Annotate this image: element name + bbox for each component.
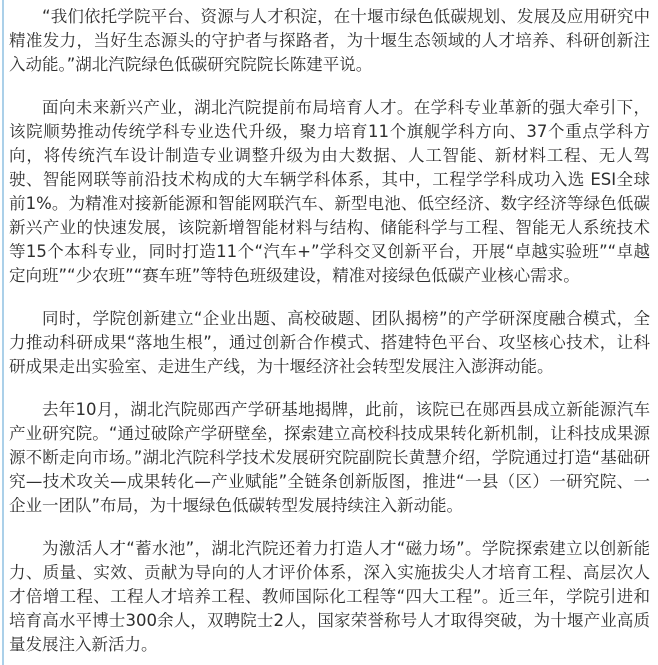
paragraph-dean-quote: “我们依托学院平台、资源与人才积淀，在十堰市绿色低碳规划、发展及应用研究中精准发力，当好生态源头的守护者与探路者，为十堰生态领域的人才培养、科研创新注入动能。”湖北汽院绿色低碳研究院院长陈建平说。 [9,7,650,74]
paragraph-discipline-upgrade: 面向未来新兴产业，湖北汽院提前布局培育人才。在学科专业革新的强大牵引下，该院顺势推动传统学科专业迭代升级，聚力培育11个旗舰学科方向、37个重点学科方向，将传统汽车设计制造专业调整升级为由大数据、人工智能、新材料工程、无人驾驶、智能网联等前沿技术构成的大车辆学科体系，其中，工程学学科成功入选 ESI全球前1%。为精准对接新能源和智能网联汽车、新型电池、低空经济、数字经济等绿色低碳新兴产业的快速发展，该院新增智能材料与结构、储能科学与工程、智能无人系统技术等15个本科专业，同时打造11个“汽车+”学科交叉创新平台，开展“卓越实验班”“卓越定向班”“少农班”“赛车班”等特色班级建设，精准对接绿色低碳产业核心需求。 [9,98,650,285]
paragraph-industry-academia-model: 同时，学院创新建立“企业出题、高校破题、团队揭榜”的产学研深度融合模式，全力推动科研成果“落地生根”，通过创新合作模式、搭建特色平台、攻坚核心技术，让科研成果走出实验室、走进生产线，为十堰经济社会转型发展注入澎湃动能。 [9,309,650,376]
paragraph-talent-projects: 为激活人才“蓄水池”，湖北汽院还着力打造人才“磁力场”。学院探索建立以创新能力、质量、实效、贡献为导向的人才评价体系，深入实施拔尖人才培育工程、高层次人才倍增工程、工程人才培养工程、教师国际化工程等“四大工程”。近三年，学院引进和培育高水平博士300余人，双聘院士2人，国家荣誉称号人才取得突破，为十堰产业高质量发展注入新活力。 [9,539,650,654]
article-body [4,0,658,657]
paragraph-research-base: 去年10月，湖北汽院郧西产学研基地揭牌，此前，该院已在郧西县成立新能源汽车产业研究院。“通过破除产学研壁垒，探索建立高校科技成果转化新机制，让科技成果源源不断走向市场。”湖北汽院科学技术发展研究院副院长黄慧介绍，学院通过打造“基础研究—技术攻关—成果转化—产业赋能”全链条创新版图，推进“一县（区）一研究院、一企业一团队”布局，为十堰绿色低碳转型发展持续注入新动能。 [9,400,650,515]
